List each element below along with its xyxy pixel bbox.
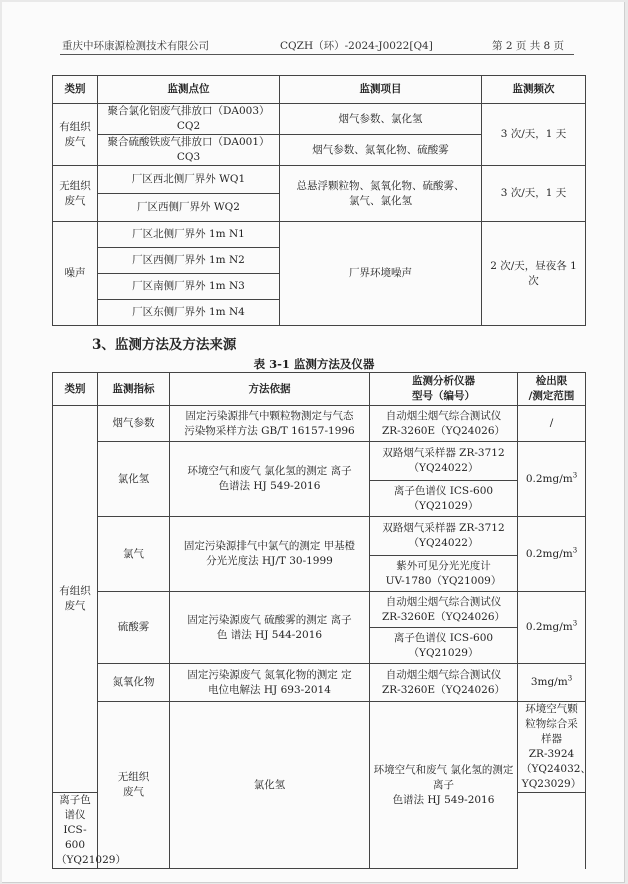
header-category: 类别 (53, 76, 98, 104)
instrument-cell: 双路烟气采样器 ZR-3712 （YQ24022） (370, 442, 518, 481)
item-cell: 总悬浮颗粒物、氮氧化物、硫酸雾、 氯气、氯化氢 (280, 166, 482, 222)
header-monitoring-point: 监测点位 (98, 76, 280, 104)
limit-unit-exponent: 3 (567, 674, 573, 683)
method-cell: 固定污染源废气 硫酸雾的测定 离子 色 谱法 HJ 544-2016 (170, 592, 370, 664)
method-cell: 固定污染源废气 氮氧化物的测定 定 电位电解法 HJ 693-2014 (170, 664, 370, 702)
indicator-cell: 氮氧化物 (98, 664, 170, 702)
method-cell: 固定污染源排气中颗粒物测定与气态 污染物采样方法 GB/T 16157-1996 (170, 406, 370, 442)
table-caption: 表 3-1 监测方法及仪器 (253, 357, 375, 371)
point-cell: 聚合硫酸铁废气排放口（DA001）CQ3 (98, 135, 280, 166)
point-cell: 厂区东侧厂界外 1m N4 (98, 300, 280, 326)
indicator-cell: 硫酸雾 (98, 592, 170, 664)
header-frequency: 监测频次 (482, 76, 586, 104)
table-row (53, 702, 586, 793)
table-row (53, 104, 586, 135)
table-header-row (53, 373, 586, 406)
instrument-cell: 自动烟尘烟气综合测试仪 ZR-3260E（YQ24026） (370, 664, 518, 702)
instrument-cell: 自动烟尘烟气综合测试仪 ZR-3260E（YQ24026） (370, 406, 518, 442)
table-row (53, 592, 586, 628)
header-page-number: 第 2 页 共 8 页 (492, 40, 565, 52)
indicator-cell: 氯化氢 (170, 702, 370, 869)
frequency-cell: 2 次/天，昼夜各 1 次 (482, 222, 586, 326)
limit-unit-exponent: 3 (572, 471, 578, 479)
monitoring-points-table (52, 75, 586, 326)
instrument-cell: 紫外可见分光光度计 UV-1780（YQ21009） (370, 556, 518, 592)
header-monitoring-item: 监测项目 (280, 76, 482, 104)
indicator-cell: 烟气参数 (98, 406, 170, 442)
method-cell: 环境空气和废气 氯化氢的测定 离子 色谱法 HJ 549-2016 (370, 702, 518, 869)
limit-value: 0.2mg/m (525, 472, 573, 485)
header-instrument: 监测分析仪器 型号（编号） (370, 373, 518, 406)
table-header-row (53, 76, 586, 104)
limit-unit-exponent: 3 (572, 619, 578, 628)
limit-value: 3mg/m (530, 676, 568, 688)
item-cell: 烟气参数、氮氧化物、硫酸雾 (280, 135, 482, 166)
instrument-cell: 离子色谱仪 ICS-600 （YQ21029） (370, 628, 518, 664)
instrument-cell: 离子色谱仪 ICS-600 （YQ21029） (370, 481, 518, 517)
section-heading: 3、监测方法及方法来源 (92, 337, 237, 353)
table-row (53, 442, 586, 481)
limit-cell (518, 517, 586, 592)
frequency-cell: 3 次/天，1 天 (482, 104, 586, 166)
frequency-cell: 3 次/天，1 天 (482, 166, 586, 222)
indicator-cell: 氯气 (98, 517, 170, 592)
point-cell: 厂区西侧厂界外 1m N2 (98, 248, 280, 274)
instrument-cell: 双路烟气采样器 ZR-3712 （YQ24022） (370, 517, 518, 556)
header-report-number: CQZH（环）-2024-J0022[Q4] (280, 40, 433, 52)
header-limit: 检出限 /测定范围 (518, 373, 586, 406)
limit-unit-exponent: 3 (572, 546, 578, 554)
table-row (53, 222, 586, 248)
limit-cell (518, 592, 586, 664)
indicator-cell: 氯化氢 (98, 442, 170, 517)
limit-value: 0.2mg/m (525, 621, 573, 633)
header-indicator: 监测指标 (98, 373, 170, 406)
item-cell: 厂界环境噪声 (280, 222, 482, 326)
item-cell: 烟气参数、氯化氢 (280, 104, 482, 135)
method-cell: 固定污染源排气中氯气的测定 甲基橙 分光光度法 HJ/T 30-1999 (170, 517, 370, 592)
table-row (53, 406, 586, 442)
limit-value: 0.2mg/m (525, 547, 573, 560)
table-row (53, 664, 586, 702)
category-cell: 有组织 废气 (53, 104, 98, 166)
point-cell: 厂区南侧厂界外 1m N3 (98, 274, 280, 300)
header-method: 方法依据 (170, 373, 370, 406)
limit-cell (518, 442, 586, 517)
point-cell: 聚合氯化铝废气排放口（DA003）CQ2 (98, 104, 280, 135)
category-cell: 有组织 废气 (53, 406, 98, 793)
header-company: 重庆中环康源检测技术有限公司 (62, 40, 209, 52)
table-row (53, 166, 586, 194)
header-category: 类别 (53, 373, 98, 406)
category-cell: 噪声 (53, 222, 98, 326)
point-cell: 厂区北侧厂界外 1m N1 (98, 222, 280, 248)
instrument-cell: 自动烟尘烟气综合测试仪 ZR-3260E（YQ24026） (370, 592, 518, 628)
category-cell: 无组织 废气 (53, 166, 98, 222)
methods-table (52, 372, 591, 869)
instrument-cell: 离子色谱仪 ICS-600 （YQ21029） (53, 793, 98, 869)
category-cell: 无组织 废气 (98, 702, 170, 869)
instrument-cell: 环境空气颗粒物综合采样器 ZR-3924（YQ24032、 YQ23029） (518, 702, 586, 793)
header-divider (60, 54, 574, 55)
table-row (53, 517, 586, 556)
point-cell: 厂区西北侧厂界外 WQ1 (98, 166, 280, 194)
method-cell: 环境空气和废气 氯化氢的测定 离子 色谱法 HJ 549-2016 (170, 442, 370, 517)
point-cell: 厂区西侧厂界外 WQ2 (98, 194, 280, 222)
limit-cell: / (518, 406, 586, 442)
limit-cell (518, 664, 586, 702)
